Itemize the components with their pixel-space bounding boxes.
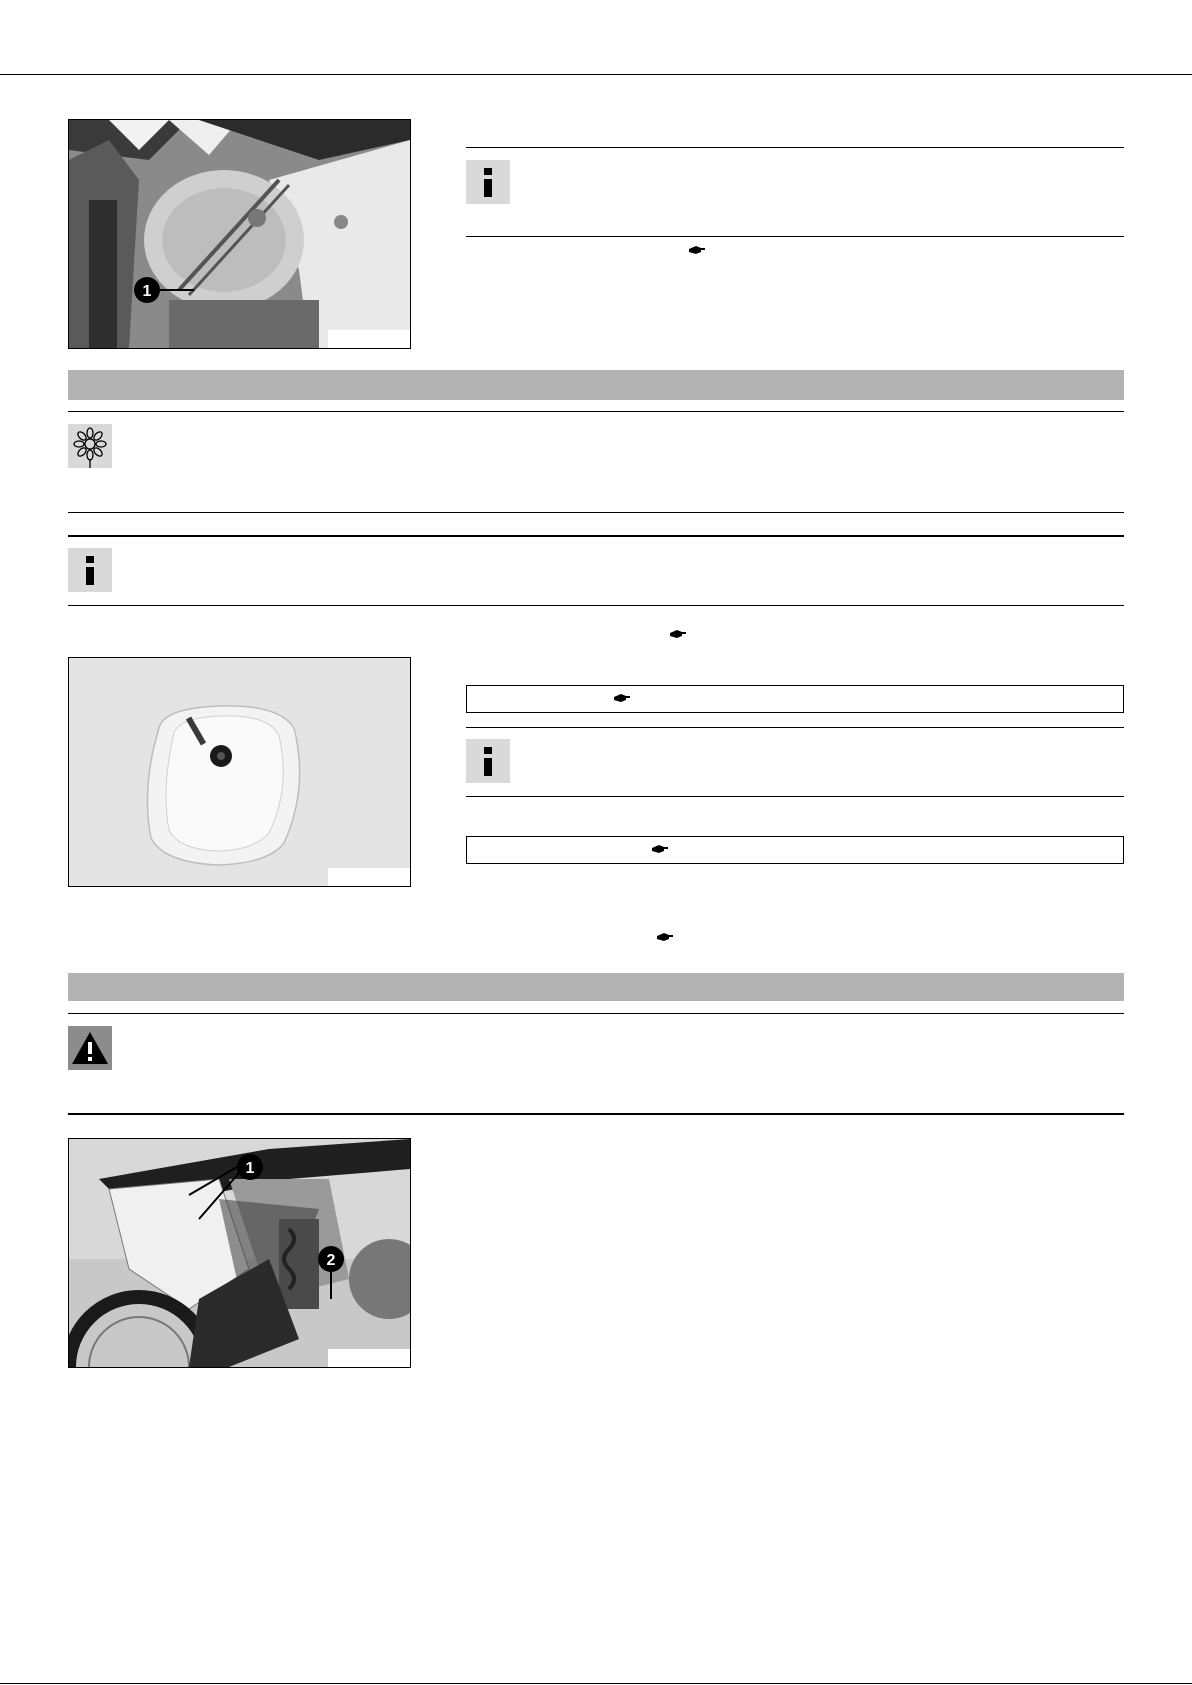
footer-rule (0, 1683, 1192, 1684)
pointing-hand-icon (614, 693, 630, 703)
info-note-rule-bottom (68, 605, 1124, 606)
reference-box (466, 836, 1124, 864)
note-rule-top (466, 727, 1124, 728)
environment-note-rule-top (68, 411, 1124, 412)
header-rule (0, 74, 1192, 75)
pointing-hand-icon (657, 932, 673, 942)
info-icon (466, 739, 510, 783)
info-note-rule-top (68, 535, 1124, 537)
svg-text:1: 1 (245, 1160, 255, 1177)
warning-note-rule-top (68, 1013, 1124, 1014)
section-heading-band (68, 973, 1124, 1001)
pointing-hand-icon (652, 844, 668, 854)
flower-icon (68, 424, 112, 468)
svg-text:1: 1 (142, 283, 152, 300)
photo-tag (328, 1349, 410, 1367)
photo-air-filter-element (68, 657, 411, 887)
photo-tag (328, 868, 410, 886)
photo-side-cover (68, 1138, 411, 1368)
warning-note-rule-bottom (68, 1113, 1124, 1115)
photo-air-filter-installed (68, 119, 411, 349)
pointing-hand-icon (670, 629, 686, 639)
svg-text:2: 2 (326, 1252, 336, 1269)
pointing-hand-icon (689, 245, 705, 255)
note-rule-bottom (466, 236, 1124, 237)
info-icon (68, 548, 112, 592)
info-icon (466, 160, 510, 204)
note-rule-bottom (466, 796, 1124, 797)
section-heading-band (68, 370, 1124, 400)
reference-box (466, 685, 1124, 713)
environment-note-rule-bottom (68, 512, 1124, 513)
note-rule-top (466, 147, 1124, 148)
photo-tag (328, 330, 410, 348)
warning-triangle-icon (68, 1026, 112, 1070)
